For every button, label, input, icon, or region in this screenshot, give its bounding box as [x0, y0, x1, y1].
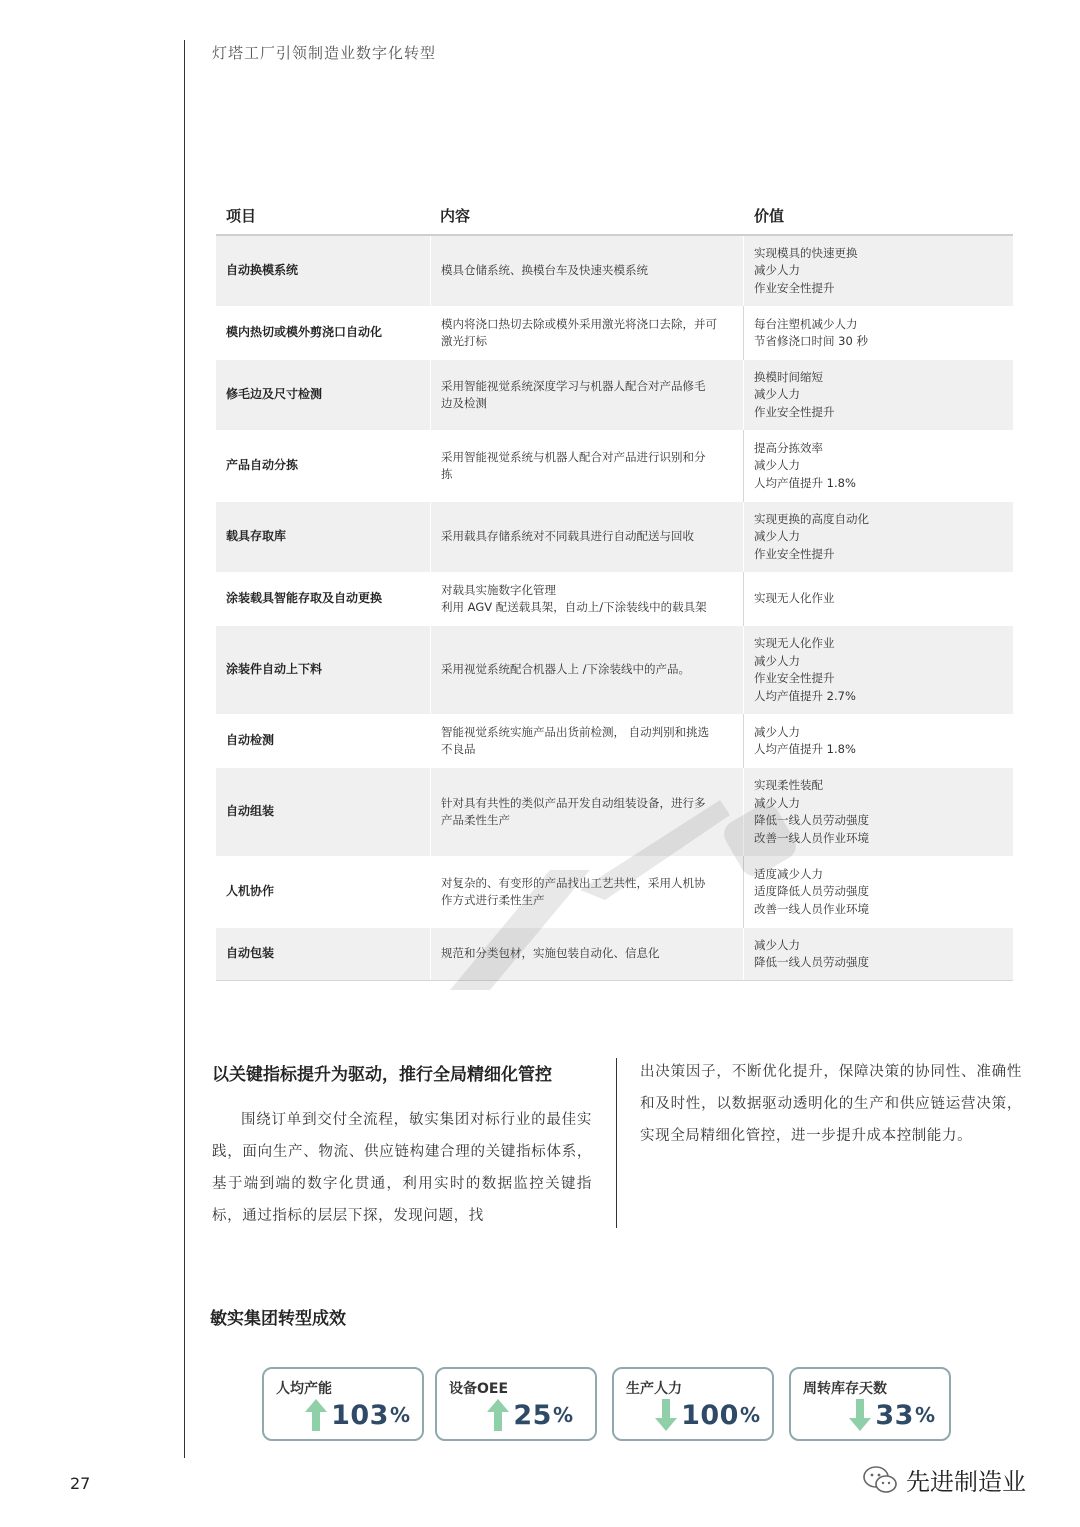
row-item: 自动组装	[226, 804, 275, 819]
column-header-value: 价值	[754, 206, 785, 225]
metric-value-group	[849, 1399, 935, 1431]
row-value	[744, 236, 1013, 306]
table-row	[216, 928, 1013, 980]
row-item: 自动检测	[226, 733, 275, 748]
metric-number: 100	[681, 1399, 739, 1431]
row-content-line: 作方式进行柔性生产	[441, 893, 545, 907]
row-item: 模内热切或模外剪浇口自动化	[226, 325, 383, 340]
arrow-up-icon	[487, 1399, 509, 1431]
row-content-line: 规范和分类包材，实施包装自动化、信息化	[441, 946, 660, 961]
arrow-down-icon	[849, 1399, 871, 1431]
row-value-line: 减少人力	[754, 529, 800, 544]
row-content-line: 模具仓储系统、换模台车及快速夹模系统	[441, 263, 648, 278]
row-value-line: 实现无人化作业	[754, 591, 835, 606]
row-item: 人机协作	[226, 884, 275, 899]
metric-label: 生产人力	[626, 1381, 682, 1397]
row-content-line: 采用视觉系统配合机器人上 /下涂装线中的产品。	[441, 662, 691, 677]
table-row	[216, 430, 1013, 502]
row-value-line: 提高分拣效率	[754, 440, 823, 455]
table-row	[216, 626, 1013, 714]
row-item: 自动换模系统	[226, 263, 299, 278]
row-content-line: 激光打标	[441, 334, 487, 348]
row-value-line: 作业安全性提升	[754, 671, 835, 685]
row-value-line: 作业安全性提升	[754, 280, 835, 295]
row-content	[430, 502, 744, 572]
table-bottom-rule	[216, 980, 1013, 981]
row-value-line: 每台注塑机减少人力	[754, 316, 858, 331]
metric-value-group	[305, 1399, 410, 1431]
row-value	[744, 626, 1013, 714]
row-value-line: 改善一线人员作业环境	[754, 901, 869, 916]
metric-label: 人均产能	[276, 1381, 332, 1397]
row-value-line: 减少人力	[754, 724, 800, 739]
row-content	[430, 306, 744, 360]
row-content	[430, 714, 744, 768]
row-value	[744, 306, 1013, 360]
row-value-line: 降低一线人员劳动强度	[754, 813, 869, 827]
table-row	[216, 768, 1013, 856]
table-row	[216, 714, 1013, 768]
table-body	[216, 236, 1013, 980]
row-content-line: 模内将浇口热切去除或模外采用激光将浇口去除，并可	[441, 316, 717, 331]
row-content	[430, 768, 744, 856]
row-value-line: 减少人力	[754, 937, 800, 952]
row-value-line: 适度减少人力	[754, 866, 823, 881]
metric-unit: %	[552, 1403, 573, 1427]
row-value-line: 改善一线人员作业环境	[754, 830, 869, 845]
row-value	[744, 928, 1013, 980]
row-value-line: 人均产值提升 1.8%	[754, 475, 856, 490]
metric-number: 33	[875, 1399, 914, 1431]
row-content-line: 采用载具存储系统对不同载具进行自动配送与回收	[441, 529, 694, 544]
row-value-line: 减少人力	[754, 458, 800, 473]
table-row	[216, 236, 1013, 306]
row-value-line: 作业安全性提升	[754, 404, 835, 419]
left-margin-rule	[184, 40, 185, 1458]
row-value-line: 适度降低人员劳动强度	[754, 884, 869, 899]
metric-card-labor	[612, 1367, 774, 1441]
column-header-content: 内容	[440, 206, 471, 225]
row-value	[744, 360, 1013, 430]
arrow-up-icon	[305, 1399, 327, 1431]
row-content-line: 对载具实施数字化管理	[441, 582, 556, 597]
table-row	[216, 502, 1013, 572]
column-divider	[616, 1058, 617, 1228]
row-value-line: 实现更换的高度自动化	[754, 511, 869, 526]
metric-unit: %	[739, 1403, 760, 1427]
row-value-line: 减少人力	[754, 653, 800, 668]
row-content-line: 针对具有共性的类似产品开发自动组装设备，进行多	[441, 795, 706, 810]
row-value	[744, 430, 1013, 502]
metric-unit: %	[389, 1403, 410, 1427]
page-number: 27	[70, 1474, 91, 1493]
row-content	[430, 236, 744, 306]
metric-value-group	[655, 1399, 760, 1431]
row-value	[744, 768, 1013, 856]
row-item: 修毛边及尺寸检测	[226, 387, 323, 402]
row-value-line: 减少人力	[754, 795, 800, 810]
row-item: 载具存取库	[226, 529, 287, 544]
table-row	[216, 306, 1013, 360]
body-paragraph-right: 出决策因子，不断优化提升，保障决策的协同性、准确性和及时性，以数据驱动透明化的生产和供应链运营决策，实现全局精细化管控，进一步提升成本控制能力。	[640, 1064, 1022, 1144]
body-paragraph-left: 围绕订单到交付全流程，敏实集团对标行业的最佳实践，面向生产、物流、供应链构建合理的关键指标体系，基于端到端的数字化贯通，利用实时的数据监控关键指标，通过指标的层层下探，发现问题，找	[212, 1112, 592, 1224]
row-content-line: 产品柔性生产	[441, 813, 510, 827]
metric-value-group	[487, 1399, 573, 1431]
metric-card-oee	[435, 1367, 597, 1441]
row-value	[744, 572, 1013, 626]
metric-label: 设备OEE	[449, 1381, 509, 1397]
results-title: 敏实集团转型成效	[210, 1309, 346, 1329]
metric-number: 103	[331, 1399, 389, 1431]
table-header	[216, 196, 1013, 236]
row-value-line: 实现柔性装配	[754, 778, 823, 792]
wechat-icon	[862, 1465, 898, 1495]
row-value-line: 人均产值提升 2.7%	[754, 688, 856, 703]
section-title: 以关键指标提升为驱动，推行全局精细化管控	[212, 1065, 552, 1085]
arrow-down-icon	[655, 1399, 677, 1431]
row-item: 产品自动分拣	[226, 458, 299, 473]
column-header-item: 项目	[226, 206, 257, 225]
row-item: 自动包装	[226, 946, 275, 961]
row-value-line: 换模时间缩短	[754, 369, 823, 384]
row-content-line: 对复杂的、有变形的产品找出工艺共性，采用人机协	[441, 875, 706, 890]
footer-brand-label: 先进制造业	[906, 1468, 1026, 1496]
row-value-line: 实现模具的快速更换	[754, 245, 858, 260]
row-value-line: 人均产值提升 1.8%	[754, 742, 856, 756]
row-content	[430, 572, 744, 626]
row-content-line: 不良品	[441, 742, 476, 756]
table-row	[216, 572, 1013, 626]
row-value-line: 作业安全性提升	[754, 546, 835, 561]
metric-card-capacity	[262, 1367, 424, 1441]
row-content	[430, 430, 744, 502]
table-row	[216, 360, 1013, 430]
footer-brand	[862, 1462, 1026, 1497]
metric-card-inventory	[789, 1367, 951, 1441]
row-value-line: 实现无人化作业	[754, 636, 835, 650]
data-table	[216, 196, 1013, 981]
row-value	[744, 856, 1013, 928]
metric-number: 25	[513, 1399, 552, 1431]
row-content	[430, 360, 744, 430]
row-content-line: 采用智能视觉系统与机器人配合对产品进行识别和分	[441, 449, 706, 464]
row-content-line: 拣	[441, 467, 453, 481]
row-value-line: 减少人力	[754, 387, 800, 402]
row-item: 涂装件自动上下料	[226, 662, 323, 677]
metric-label: 周转库存天数	[803, 1381, 887, 1397]
row-value-line: 节省修浇口时间 30 秒	[754, 334, 868, 348]
row-content	[430, 626, 744, 714]
running-header: 灯塔工厂引领制造业数字化转型	[212, 44, 437, 62]
row-value	[744, 502, 1013, 572]
row-item: 涂装载具智能存取及自动更换	[226, 591, 383, 606]
row-value-line: 减少人力	[754, 263, 800, 278]
row-content-line: 智能视觉系统实施产品出货前检测， 自动判别和挑选	[441, 724, 710, 739]
row-value	[744, 714, 1013, 768]
row-value-line: 降低一线人员劳动强度	[754, 955, 869, 969]
metric-unit: %	[914, 1403, 935, 1427]
row-content-line: 利用 AGV 配送载具架，自动上/下涂装线中的载具架	[441, 600, 707, 614]
table-row	[216, 856, 1013, 928]
row-content-line: 边及检测	[441, 396, 487, 410]
row-content-line: 采用智能视觉系统深度学习与机器人配合对产品修毛	[441, 378, 706, 393]
row-content	[430, 856, 744, 928]
row-content	[430, 928, 744, 980]
